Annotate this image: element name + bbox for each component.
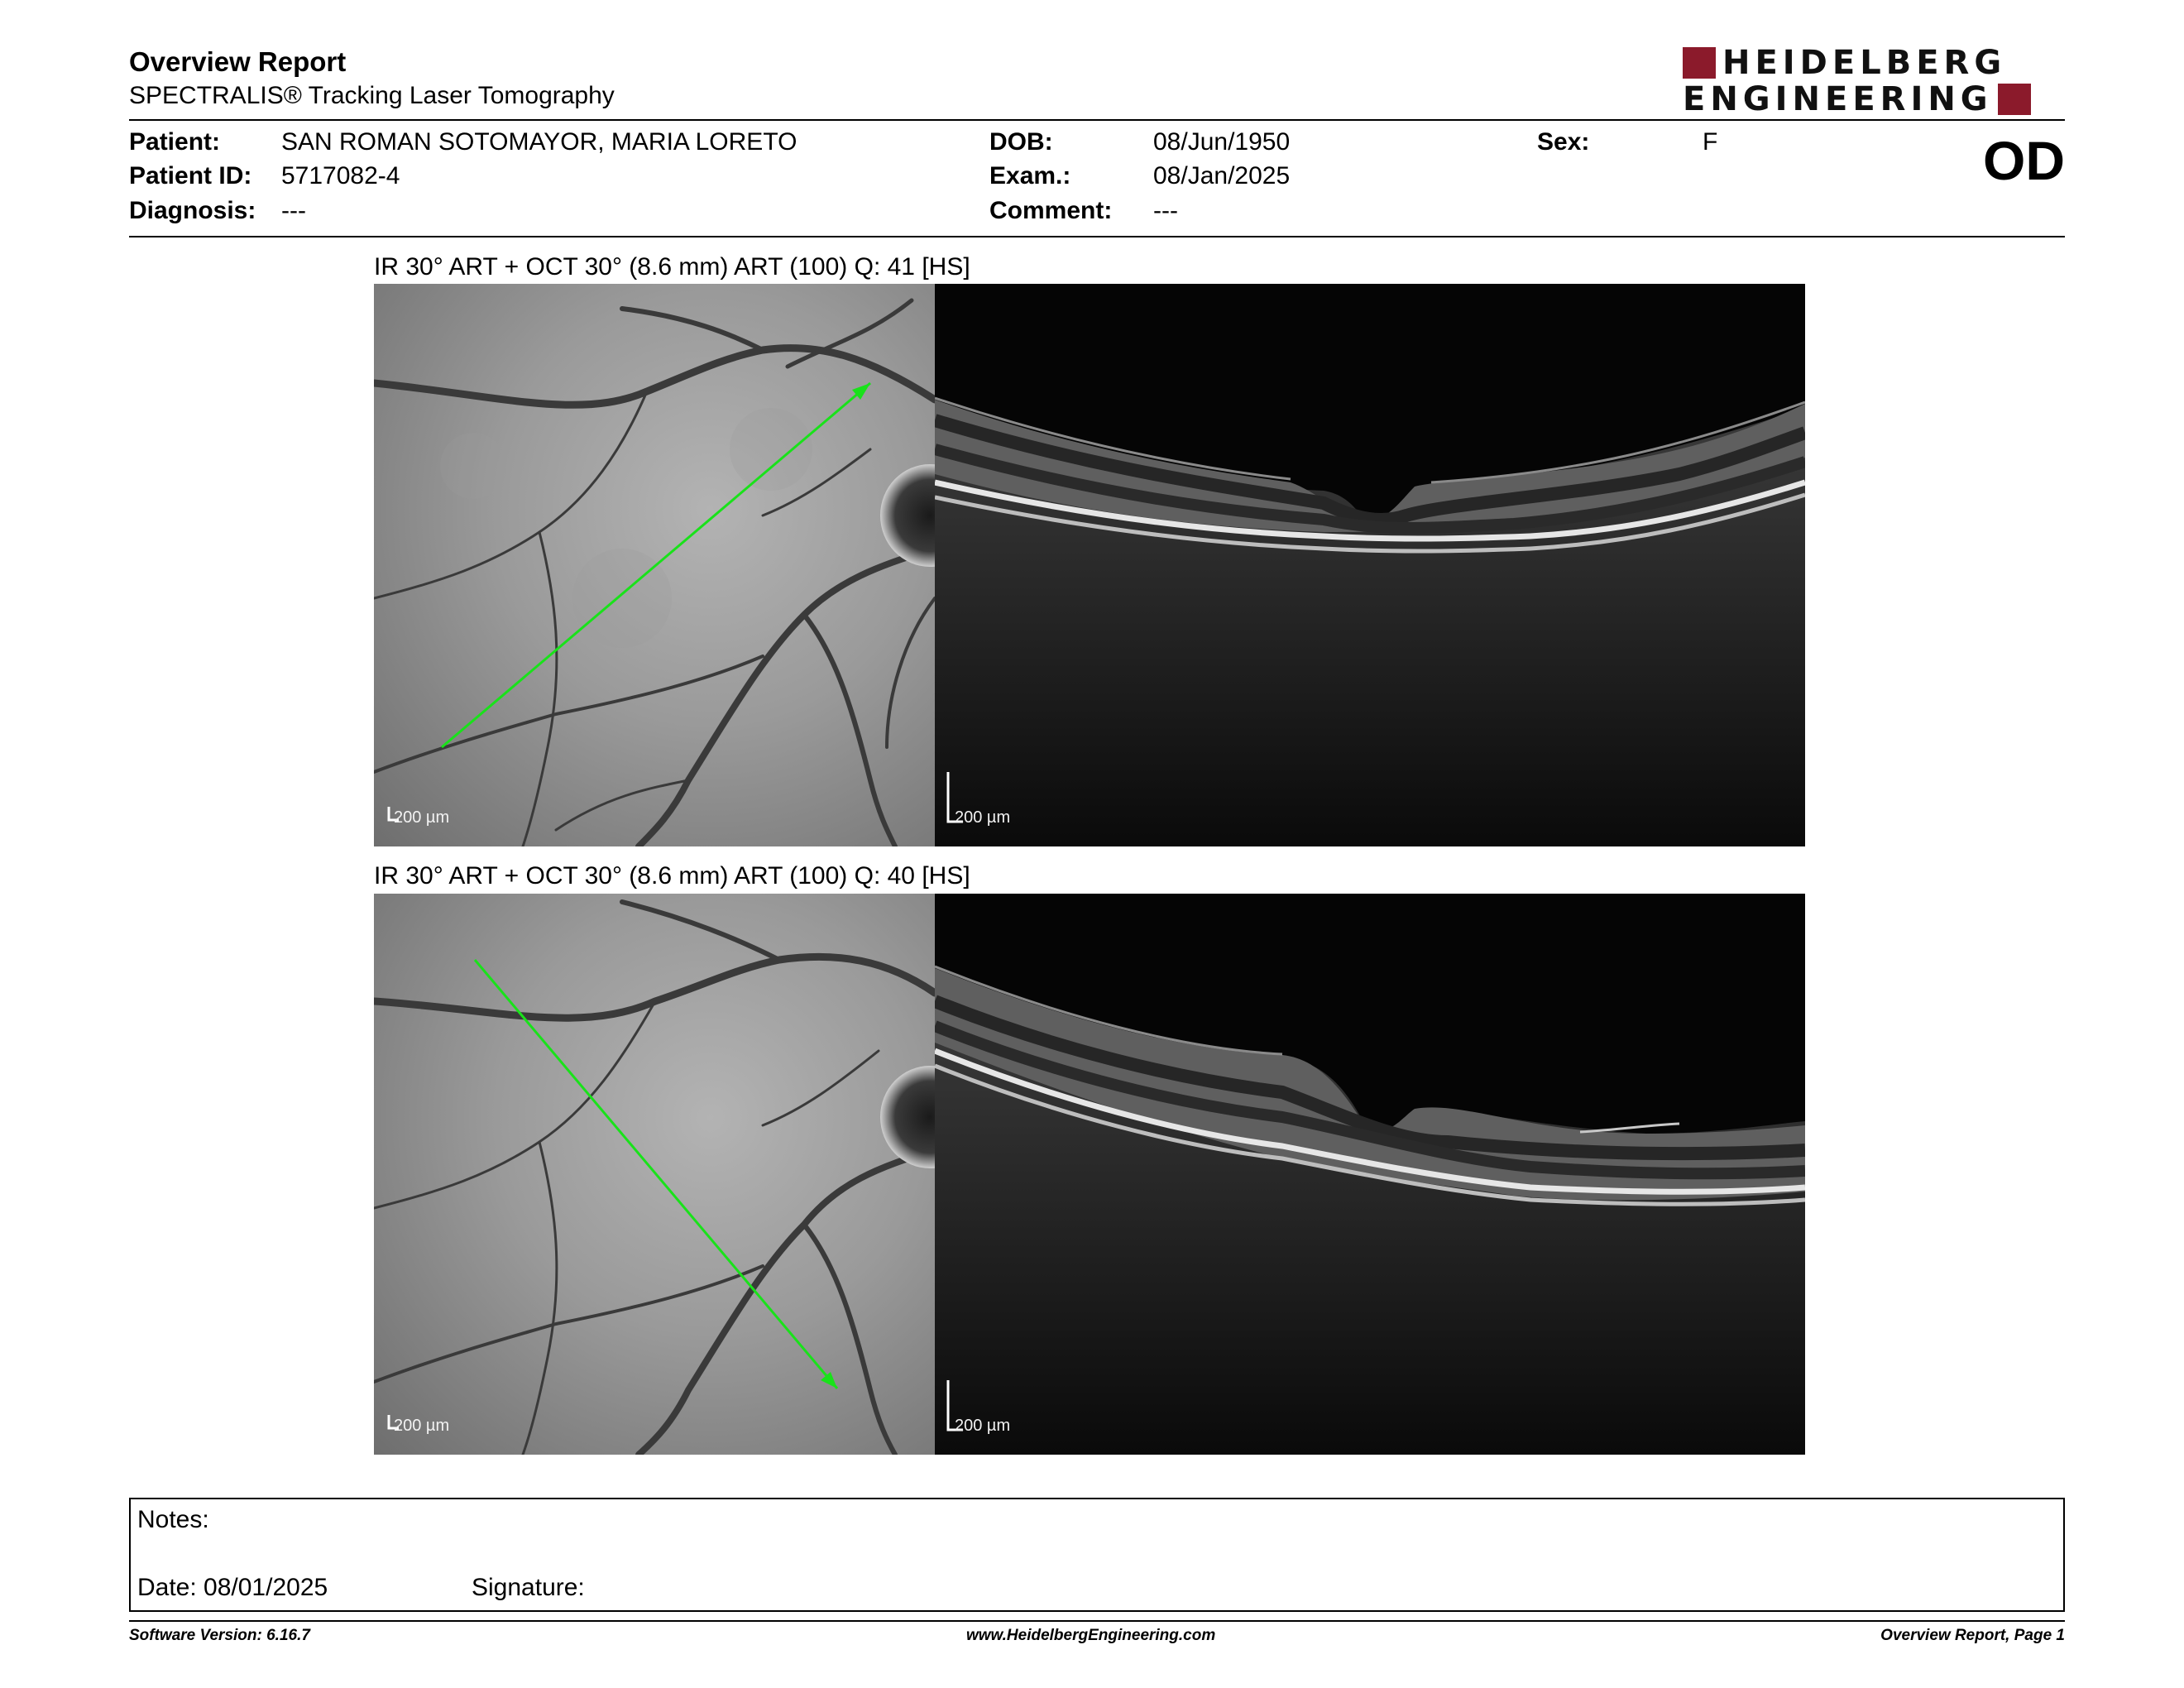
- logo-text-line2: ENGINEERING: [1683, 80, 1993, 118]
- diagnosis-value: ---: [281, 197, 306, 224]
- eye-indicator: OD: [1983, 130, 2065, 191]
- ir-fundus-image: [374, 894, 935, 1455]
- patient-divider: [129, 236, 2065, 237]
- scan-direction-arrow-icon: [821, 1372, 837, 1388]
- fundus-vessels: [374, 894, 935, 1455]
- signature-label: Signature:: [472, 1574, 585, 1601]
- exam-value: 08/Jan/2025: [1153, 162, 1291, 189]
- patient-id: 5717082-4: [281, 162, 400, 189]
- software-version: Software Version: 6.16.7: [129, 1627, 310, 1644]
- report-title: Overview Report: [129, 46, 347, 77]
- comment-label: Comment:: [989, 197, 1113, 224]
- notes-box: [129, 1498, 2065, 1612]
- patient-id-label: Patient ID:: [129, 162, 252, 189]
- scan-line: [475, 960, 837, 1388]
- logo-square-icon: [1683, 47, 1716, 79]
- patient-label: Patient:: [129, 128, 221, 156]
- footer-divider: [129, 1620, 2065, 1622]
- comment-value: ---: [1153, 197, 1178, 224]
- heidelberg-logo: [1683, 45, 2065, 117]
- logo-square-icon: [1998, 84, 2031, 115]
- fundus-vessels: [374, 284, 935, 846]
- logo-text-line1: HEIDELBERG: [1722, 44, 2007, 82]
- header-divider: [129, 119, 2065, 121]
- patient-name: SAN ROMAN SOTOMAYOR, MARIA LORETO: [281, 128, 797, 156]
- diagnosis-label: Diagnosis:: [129, 197, 256, 224]
- ir-scale-label: 200 µm: [394, 1417, 450, 1435]
- report-subtitle: SPECTRALIS® Tracking Laser Tomography: [129, 82, 615, 109]
- sex-label: Sex:: [1537, 128, 1590, 156]
- optic-disc: [880, 1066, 935, 1168]
- date-label: Date: 08/01/2025: [137, 1574, 328, 1601]
- oct-bscan-image: [935, 284, 1805, 846]
- dob-label: DOB:: [989, 128, 1053, 156]
- page-number: Overview Report, Page 1: [1880, 1627, 2065, 1644]
- retina-layers: [935, 284, 1805, 846]
- sex-value: F: [1703, 128, 1718, 156]
- optic-disc: [880, 464, 935, 567]
- notes-label: Notes:: [137, 1506, 209, 1533]
- scan-caption: IR 30° ART + OCT 30° (8.6 mm) ART (100) Q: 41 [HS]: [374, 253, 970, 281]
- website-link[interactable]: www.HeidelbergEngineering.com: [966, 1627, 1216, 1644]
- oct-bscan-image: [935, 894, 1805, 1455]
- scan-caption: IR 30° ART + OCT 30° (8.6 mm) ART (100) Q: 40 [HS]: [374, 862, 970, 890]
- dob-value: 08/Jun/1950: [1153, 128, 1291, 156]
- retina-layers: [935, 894, 1805, 1455]
- ir-scale-label: 200 µm: [394, 808, 450, 827]
- exam-label: Exam.:: [989, 162, 1071, 189]
- oct-scale-label: 200 µm: [955, 808, 1011, 827]
- ir-fundus-image: [374, 284, 935, 846]
- oct-scale-label: 200 µm: [955, 1417, 1011, 1435]
